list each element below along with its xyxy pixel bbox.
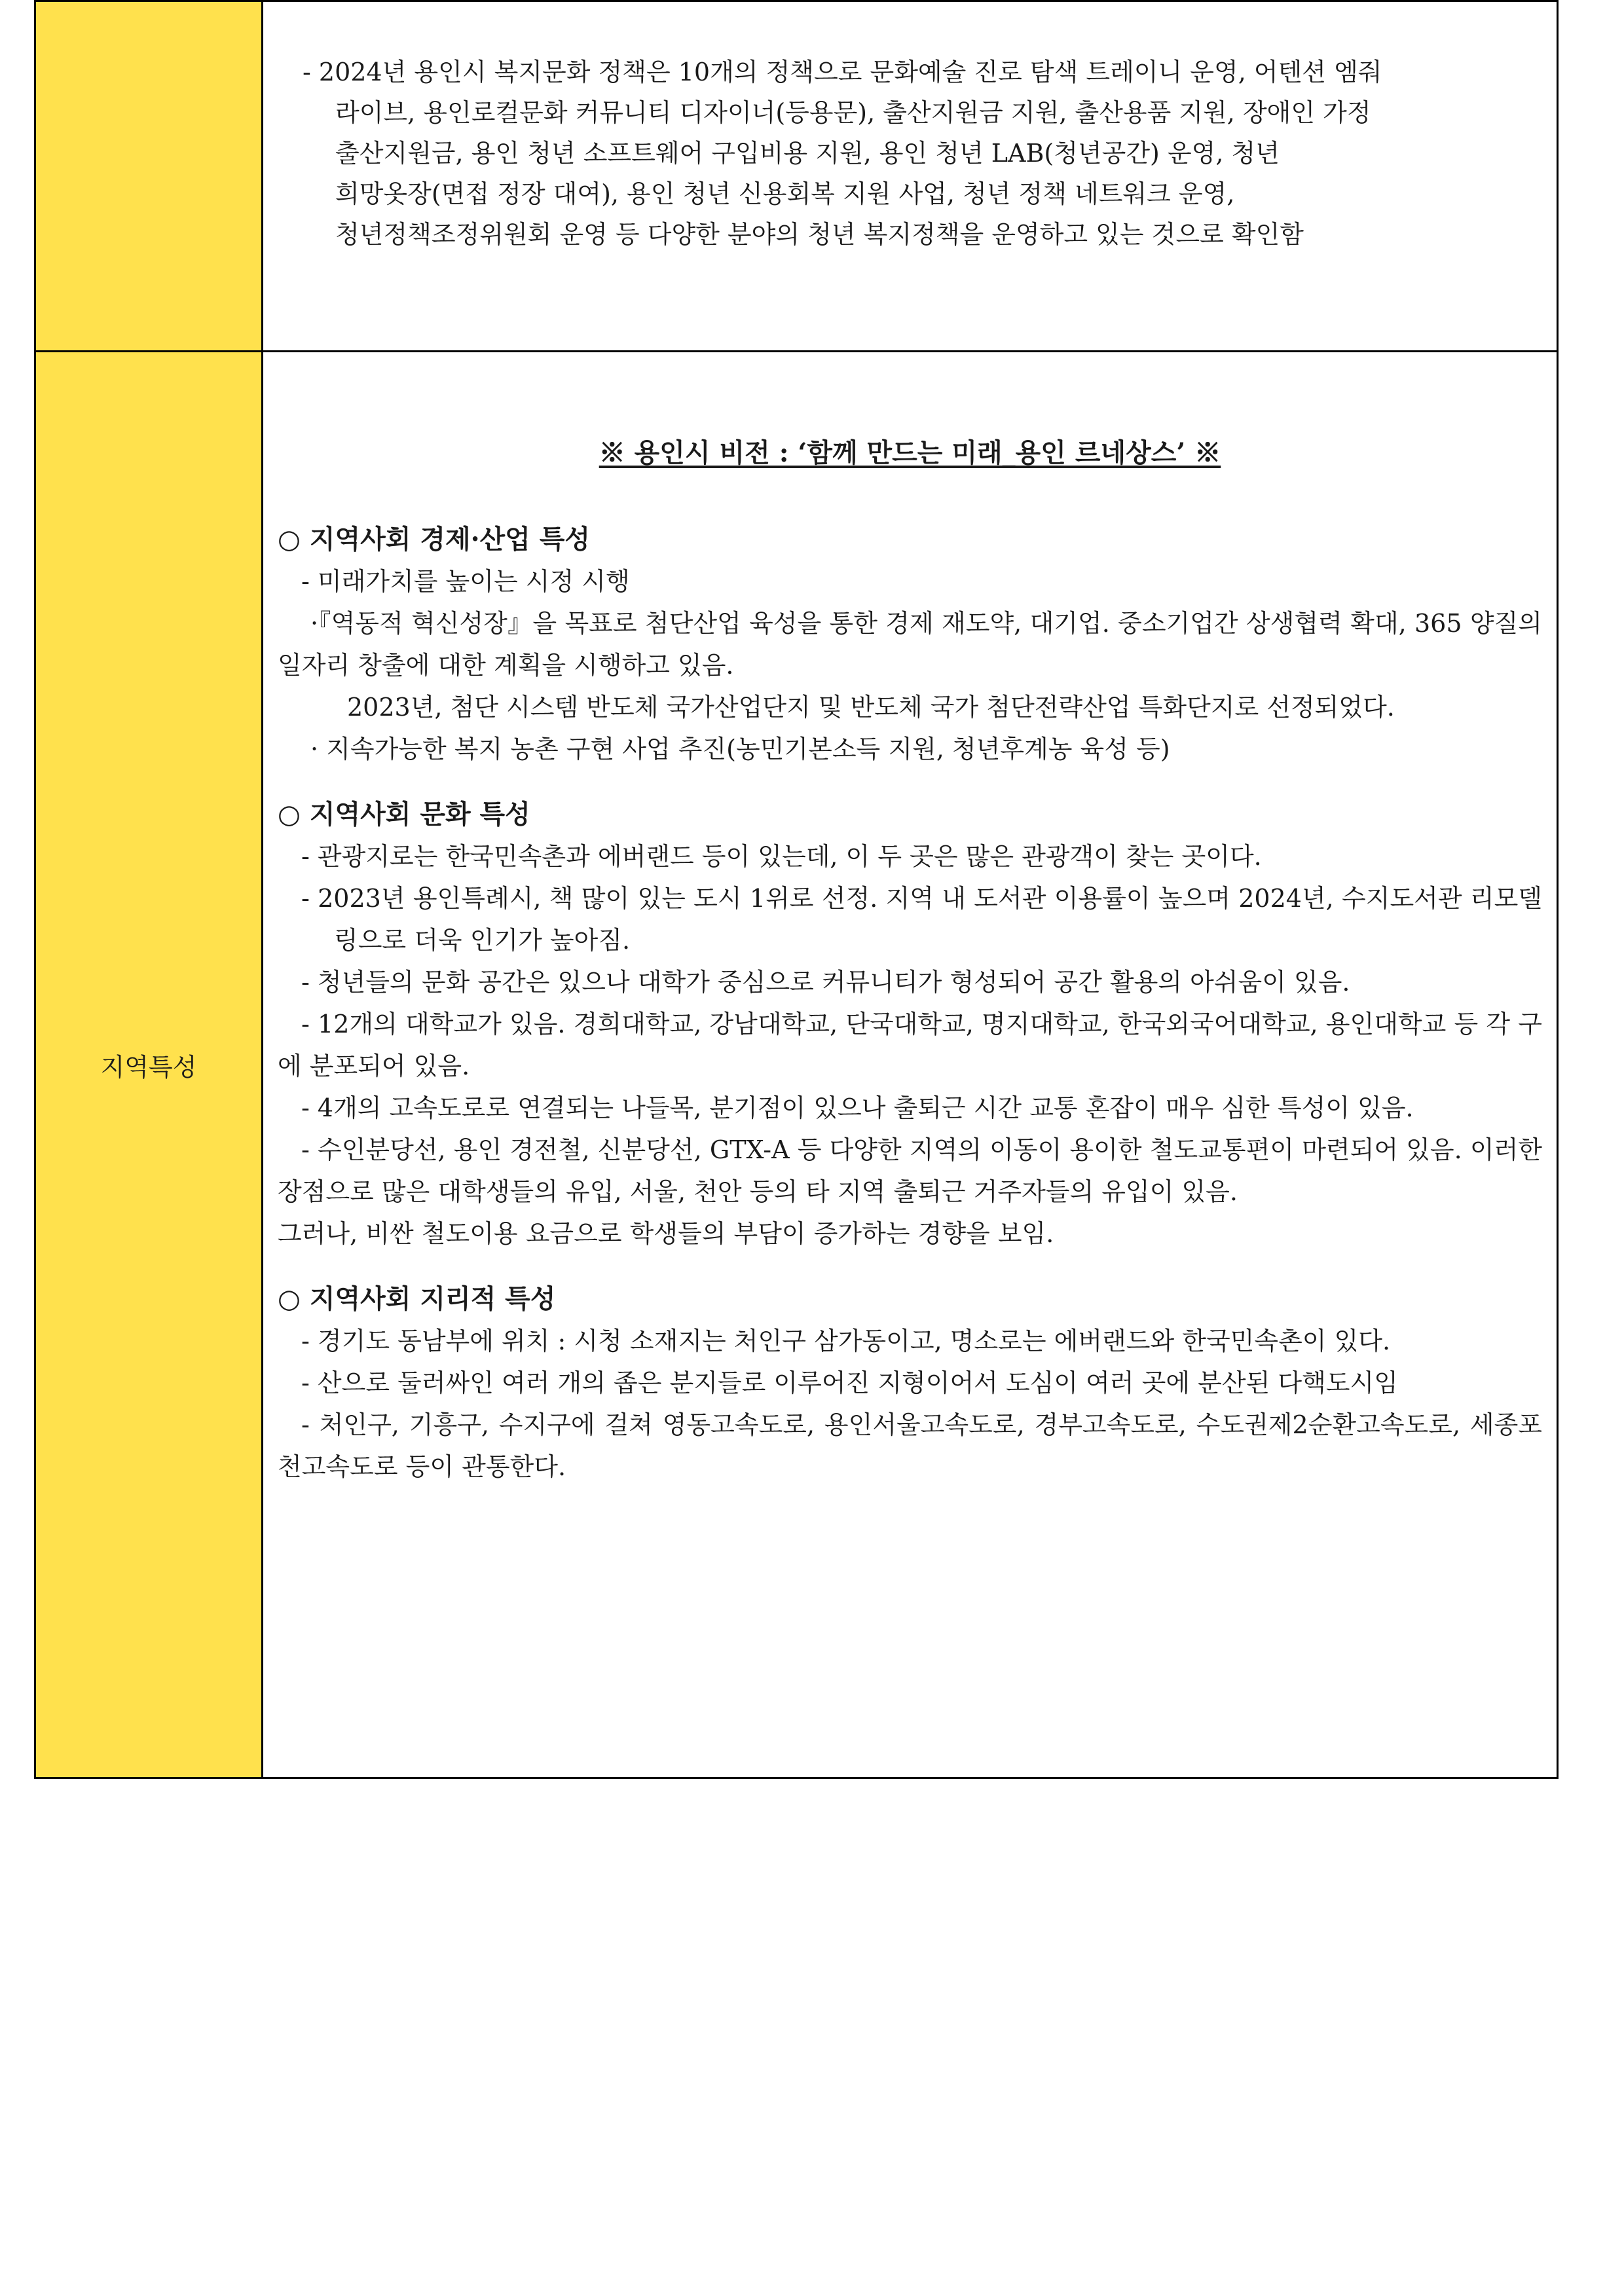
policy-content-cell	[263, 1, 1558, 352]
economy-item: · 지속가능한 복지 농촌 구현 사업 추진(농민기본소득 지원, 청년후계농 육성 등)	[310, 735, 1170, 763]
geography-section	[278, 1278, 1542, 1488]
region-row	[35, 352, 1558, 1778]
region-label-cell: 지역특성	[35, 352, 263, 1778]
culture-item: - 청년들의 문화 공간은 있으나 대학가 중심으로 커뮤니티가 형성되어 공간 활용의 아쉬움이 있음.	[301, 968, 1350, 997]
culture-item: 그러나, 비싼 철도이용 요금으로 학생들의 부담이 증가하는 경향을 보임.	[278, 1219, 1054, 1248]
policy-row	[35, 1, 1558, 352]
document-table	[34, 0, 1559, 1779]
geography-heading: ○ 지역사회 지리적 특성	[278, 1283, 556, 1314]
region-content-cell	[263, 352, 1558, 1778]
economy-item: 2023년, 첨단 시스템 반도체 국가산업단지 및 반도체 국가 첨단전략산업 특화단지로 선정되었다.	[347, 693, 1395, 722]
culture-item: - 4개의 고속도로로 연결되는 나들목, 분기점이 있으나 출퇴근 시간 교통 혼잡이 매우 심한 특성이 있음.	[301, 1093, 1414, 1122]
policy-label-cell	[35, 1, 263, 352]
economy-section	[278, 519, 1542, 770]
vision-statement: ※ 용인시 비전 : ‘함께 만드는 미래_용인 르네상스’ ※	[599, 437, 1221, 468]
economy-item: ·『역동적 혁신성장』을 목표로 첨단산업 육성을 통한 경제 재도약, 대기업. 중소기업간 상생협력 확대, 365 양질의 일자리 창출에 대한 계획을 시행하고 있음.	[278, 609, 1542, 680]
geography-item: - 경기도 동남부에 위치 : 시청 소재지는 처인구 삼가동이고, 명소로는 에버랜드와 한국민속촌이 있다.	[301, 1327, 1391, 1355]
culture-item: - 수인분당선, 용인 경전철, 신분당선, GTX-A 등 다양한 지역의 이동이 용이한 철도교통편이 마련되어 있음. 이러한 장점으로 많은 대학생들의 유입, 서울, 천안 등의 타 지역 출퇴근 거주자들의 유입이 있음.	[278, 1135, 1542, 1206]
policy-line: 출산지원금, 용인 청년 소프트웨어 구입비용 지원, 용인 청년 LAB(청년공간) 운영, 청년	[335, 139, 1280, 168]
policy-line: 희망옷장(면접 정장 대여), 용인 청년 신용회복 지원 사업, 청년 정책 네트워크 운영,	[335, 179, 1235, 208]
culture-item: - 관광지로는 한국민속촌과 에버랜드 등이 있는데, 이 두 곳은 많은 관광객이 찾는 곳이다.	[301, 842, 1262, 871]
policy-line: 청년정책조정위원회 운영 등 다양한 분야의 청년 복지정책을 운영하고 있는 것으로 확인함	[335, 220, 1304, 249]
economy-heading: ○ 지역사회 경제·산업 특성	[278, 524, 591, 555]
culture-item: - 12개의 대학교가 있음. 경희대학교, 강남대학교, 단국대학교, 명지대학교, 한국외국어대학교, 용인대학교 등 각 구에 분포되어 있음.	[278, 1010, 1542, 1080]
culture-item: - 2023년 용인특례시, 책 많이 있는 도시 1위로 선정. 지역 내 도서관 이용률이 높으며 2024년, 수지도서관 리모델링으로 더욱 인기가 높아짐.	[301, 884, 1542, 955]
culture-heading: ○ 지역사회 문화 특성	[278, 799, 530, 830]
policy-line: - 2024년 용인시 복지문화 정책은 10개의 정책으로 문화예술 진로 탐색 트레이니 운영, 어텐션 엠줘	[303, 58, 1382, 86]
culture-section	[278, 794, 1542, 1255]
policy-line: 라이브, 용인로컬문화 커뮤니티 디자이너(등용문), 출산지원금 지원, 출산용품 지원, 장애인 가정	[335, 98, 1371, 127]
economy-item: - 미래가치를 높이는 시정 시행	[301, 567, 630, 596]
geography-item: - 산으로 둘러싸인 여러 개의 좁은 분지들로 이루어진 지형이어서 도심이 여러 곳에 분산된 다핵도시임	[301, 1368, 1398, 1397]
geography-item: - 처인구, 기흥구, 수지구에 걸쳐 영동고속도로, 용인서울고속도로, 경부고속도로, 수도권제2순환고속도로, 세종포천고속도로 등이 관통한다.	[278, 1410, 1542, 1481]
